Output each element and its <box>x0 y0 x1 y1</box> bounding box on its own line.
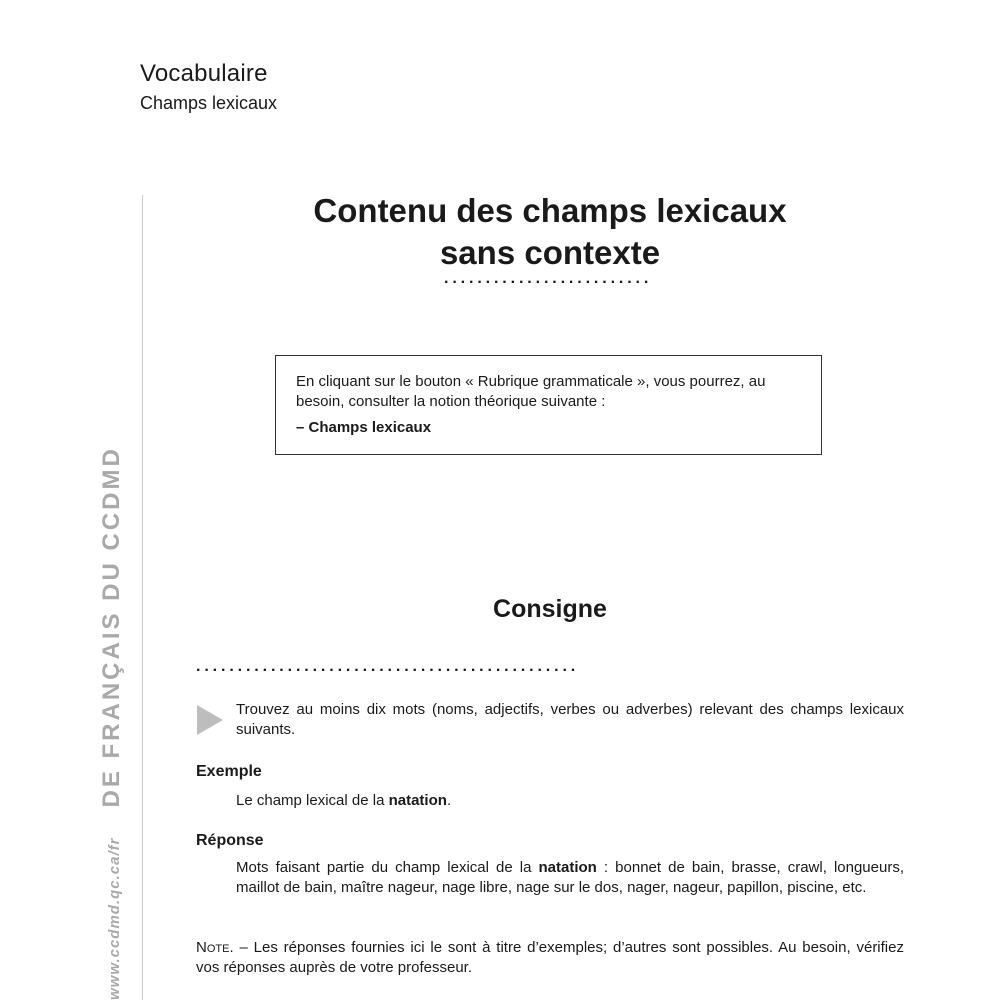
info-box-item: – Champs lexicaux <box>296 419 432 436</box>
info-box-text: En cliquant sur le bouton « Rubrique grammaticale », vous pourrez, au besoin, consulter la notion théorique suivante : <box>296 373 766 410</box>
sidebar-brand: DE FRANÇAIS DU CCDMD <box>98 446 125 808</box>
reponse-text: Mots faisant partie du champ lexical de la natation : bonnet de bain, brasse, crawl, longueurs, maillot de bain, maître nageur, nage libre, nage sur le dos, nager, nageur, papillon, piscine, etc. <box>236 859 904 896</box>
consigne-heading: Consigne <box>493 595 607 623</box>
note-label: Note. <box>196 939 234 956</box>
page-title <box>250 190 850 274</box>
sidebar-divider <box>142 195 143 1000</box>
title-dotted-rule: ························· <box>444 274 653 291</box>
triangle-arrow-icon <box>197 705 223 735</box>
section-subtitle: Champs lexicaux <box>140 93 278 113</box>
reponse-term: natation <box>538 859 597 876</box>
sidebar-url-link[interactable]: www.ccdmd.qc.ca/fr <box>106 837 123 1000</box>
page-title-line2: sans contexte <box>439 234 661 271</box>
reponse-heading: Réponse <box>196 832 264 849</box>
consigne-instruction: Trouvez au moins dix mots (noms, adjectifs, verbes ou adverbes) relevant des champs lexicaux suivants. <box>236 701 904 738</box>
page-title-line1: Contenu des champs lexicaux <box>313 192 787 229</box>
note-text: Note. – Les réponses fournies ici le sont à titre d’exemples; d’autres sont possibles. Au besoin, vérifiez vos réponses auprès de votre professeur. <box>196 939 904 976</box>
exemple-term: natation <box>388 792 447 809</box>
section-title: Vocabulaire <box>140 60 268 87</box>
exemple-text: Le champ lexical de la natation. <box>236 792 452 809</box>
consigne-dotted-rule: ·············································· <box>196 662 580 679</box>
exemple-heading: Exemple <box>196 763 262 780</box>
grammar-info-box <box>275 355 822 455</box>
sidebar-vertical-text <box>98 446 126 1000</box>
